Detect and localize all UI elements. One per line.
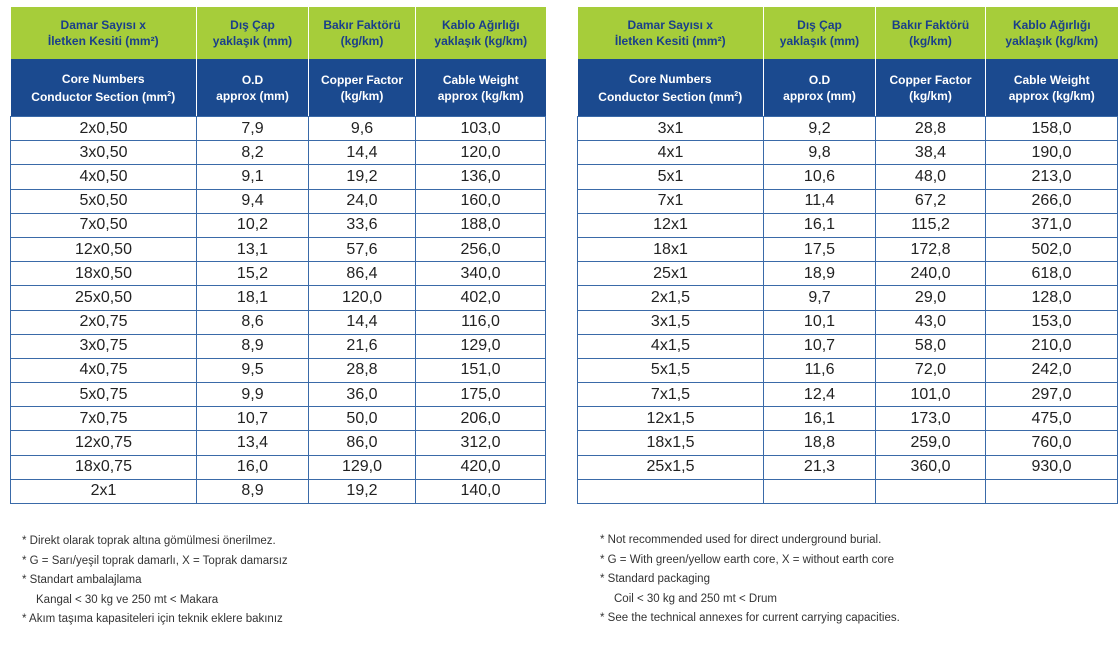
table-row	[11, 237, 546, 261]
cell-copper-factor: 19,2	[309, 165, 416, 189]
cell-cable-weight: 116,0	[416, 310, 546, 334]
header-row-turkish	[11, 7, 546, 59]
cell-copper-factor: 67,2	[876, 189, 986, 213]
note-line: * Not recommended used for direct underground burial.	[600, 534, 882, 546]
cell-cable-weight: 129,0	[416, 334, 546, 358]
cell-core-section: 12x0,50	[11, 237, 197, 261]
cell-core-section: 5x0,50	[11, 189, 197, 213]
cell-outer-diameter: 12,4	[764, 383, 876, 407]
cell-core-section: 25x1	[578, 262, 764, 286]
cell-outer-diameter: 11,6	[764, 358, 876, 382]
cell-cable-weight: 297,0	[986, 383, 1118, 407]
table-row	[578, 262, 1118, 286]
cell-outer-diameter: 9,2	[764, 117, 876, 141]
notes-turkish	[22, 532, 288, 630]
note-line: * Direkt olarak toprak altına gömülmesi önerilmez.	[22, 535, 276, 547]
header-cable-weight-en: Cable Weight approx (kg/km)	[416, 59, 546, 117]
header-copper-factor-tr: Bakır Faktörü (kg/km)	[876, 7, 986, 59]
table-row	[11, 310, 546, 334]
cell-copper-factor: 173,0	[876, 407, 986, 431]
note-line: * G = With green/yellow earth core, X = without earth core	[600, 553, 895, 566]
cell-copper-factor: 28,8	[876, 117, 986, 141]
cell-copper-factor: 360,0	[876, 455, 986, 479]
cell-copper-factor: 14,4	[309, 141, 416, 165]
cell-outer-diameter: 9,8	[764, 141, 876, 165]
cell-copper-factor: 9,6	[309, 117, 416, 141]
cell-outer-diameter: 8,2	[197, 141, 309, 165]
cell-core-section: 18x0,50	[11, 262, 197, 286]
cell-cable-weight: 153,0	[986, 310, 1118, 334]
cell-core-section	[578, 479, 764, 503]
cell-outer-diameter: 11,4	[764, 189, 876, 213]
cell-outer-diameter: 15,2	[197, 262, 309, 286]
cell-core-section: 18x0,75	[11, 455, 197, 479]
cell-cable-weight: 420,0	[416, 455, 546, 479]
table-row	[578, 383, 1118, 407]
header-core-numbers-en: Core Numbers Conductor Section $(mm^2)$	[578, 59, 764, 117]
cell-outer-diameter: 10,2	[197, 213, 309, 237]
cell-outer-diameter: 10,6	[764, 165, 876, 189]
cell-copper-factor: 48,0	[876, 165, 986, 189]
cell-cable-weight: 151,0	[416, 358, 546, 382]
table-row	[11, 141, 546, 165]
table-row	[578, 189, 1118, 213]
table-row	[11, 455, 546, 479]
cell-copper-factor: 172,8	[876, 237, 986, 261]
cell-outer-diameter: 9,9	[197, 383, 309, 407]
cell-copper-factor: 120,0	[309, 286, 416, 310]
cell-copper-factor: 21,6	[309, 334, 416, 358]
table-row	[11, 358, 546, 382]
note-line: * Standard packaging	[600, 573, 710, 585]
cell-copper-factor: 43,0	[876, 310, 986, 334]
cell-copper-factor: 14,4	[309, 310, 416, 334]
header-od-tr: Dış Çap yaklaşık (mm)	[197, 7, 309, 59]
table-body-left	[11, 117, 546, 504]
cell-cable-weight: 266,0	[986, 189, 1118, 213]
cell-core-section: 25x0,50	[11, 286, 197, 310]
cell-copper-factor: 259,0	[876, 431, 986, 455]
header-cable-weight-tr: Kablo Ağırlığı yaklaşık (kg/km)	[986, 7, 1118, 59]
table-row	[11, 334, 546, 358]
table-row	[578, 358, 1118, 382]
table-row	[11, 117, 546, 141]
cell-outer-diameter: 9,4	[197, 189, 309, 213]
table-row	[11, 286, 546, 310]
cell-core-section: 3x0,75	[11, 334, 197, 358]
cell-copper-factor: 33,6	[309, 213, 416, 237]
cell-copper-factor: 57,6	[309, 237, 416, 261]
cell-cable-weight: 475,0	[986, 407, 1118, 431]
notes-english	[600, 531, 900, 629]
table-row	[578, 117, 1118, 141]
cell-outer-diameter: 17,5	[764, 237, 876, 261]
header-cable-weight-tr: Kablo Ağırlığı yaklaşık (kg/km)	[416, 7, 546, 59]
cell-core-section: 2x1,5	[578, 286, 764, 310]
cell-cable-weight: 160,0	[416, 189, 546, 213]
cell-core-section: 18x1,5	[578, 431, 764, 455]
table-row	[11, 165, 546, 189]
header-cable-weight-en: Cable Weight approx (kg/km)	[986, 59, 1118, 117]
cell-outer-diameter: 9,5	[197, 358, 309, 382]
table-row	[578, 310, 1118, 334]
cell-outer-diameter: 16,1	[764, 407, 876, 431]
cell-core-section: 2x0,50	[11, 117, 197, 141]
cell-core-section: 2x0,75	[11, 310, 197, 334]
cell-core-section: 4x0,75	[11, 358, 197, 382]
table-row	[11, 479, 546, 503]
cell-cable-weight: 213,0	[986, 165, 1118, 189]
cell-cable-weight: 242,0	[986, 358, 1118, 382]
cell-cable-weight: 136,0	[416, 165, 546, 189]
cell-cable-weight: 103,0	[416, 117, 546, 141]
cell-cable-weight: 760,0	[986, 431, 1118, 455]
cell-copper-factor: 28,8	[309, 358, 416, 382]
header-core-numbers-en: Core Numbers Conductor Section $(mm^2)$	[11, 59, 197, 117]
cell-cable-weight: 618,0	[986, 262, 1118, 286]
cell-outer-diameter: 8,6	[197, 310, 309, 334]
header-row-turkish	[578, 7, 1118, 59]
cell-core-section: 7x0,75	[11, 407, 197, 431]
cell-copper-factor: 58,0	[876, 334, 986, 358]
cell-core-section: 5x1,5	[578, 358, 764, 382]
header-core-numbers-tr: Damar Sayısı x İletken Kesiti (mm²)	[578, 7, 764, 59]
cell-cable-weight: 175,0	[416, 383, 546, 407]
cell-cable-weight: 502,0	[986, 237, 1118, 261]
cell-copper-factor	[876, 479, 986, 503]
cell-copper-factor: 101,0	[876, 383, 986, 407]
table-row	[11, 262, 546, 286]
cell-copper-factor: 19,2	[309, 479, 416, 503]
cell-cable-weight: 256,0	[416, 237, 546, 261]
table-row	[578, 455, 1118, 479]
cell-core-section: 4x1,5	[578, 334, 764, 358]
table-row	[11, 431, 546, 455]
cell-cable-weight: 371,0	[986, 213, 1118, 237]
table-row	[578, 407, 1118, 431]
cell-copper-factor: 86,0	[309, 431, 416, 455]
cell-outer-diameter: 8,9	[197, 334, 309, 358]
cell-outer-diameter: 10,1	[764, 310, 876, 334]
cell-core-section: 7x1,5	[578, 383, 764, 407]
table-row	[11, 213, 546, 237]
cell-core-section: 18x1	[578, 237, 764, 261]
cell-core-section: 4x0,50	[11, 165, 197, 189]
cell-cable-weight: 190,0	[986, 141, 1118, 165]
cell-core-section: 3x1,5	[578, 310, 764, 334]
cell-cable-weight: 206,0	[416, 407, 546, 431]
table-row	[11, 407, 546, 431]
table-row	[578, 165, 1118, 189]
cell-copper-factor: 29,0	[876, 286, 986, 310]
cell-core-section: 3x0,50	[11, 141, 197, 165]
cell-outer-diameter	[764, 479, 876, 503]
table-row	[578, 213, 1118, 237]
cell-copper-factor: 240,0	[876, 262, 986, 286]
cell-copper-factor: 129,0	[309, 455, 416, 479]
note-line: * G = Sarı/yeşil toprak damarlı, X = Toprak damarsız	[22, 554, 288, 567]
cell-copper-factor: 36,0	[309, 383, 416, 407]
cell-outer-diameter: 16,1	[764, 213, 876, 237]
header-copper-factor-tr: Bakır Faktörü (kg/km)	[309, 7, 416, 59]
cell-core-section: 7x1	[578, 189, 764, 213]
cell-copper-factor: 72,0	[876, 358, 986, 382]
cell-outer-diameter: 8,9	[197, 479, 309, 503]
header-core-numbers-tr: Damar Sayısı x İletken Kesiti (mm²)	[11, 7, 197, 59]
cell-outer-diameter: 18,8	[764, 431, 876, 455]
cell-outer-diameter: 13,1	[197, 237, 309, 261]
cell-cable-weight: 158,0	[986, 117, 1118, 141]
cell-cable-weight: 402,0	[416, 286, 546, 310]
table-row	[578, 286, 1118, 310]
note-line: * Akım taşıma kapasiteleri için teknik eklere bakınız	[22, 613, 283, 625]
cell-copper-factor: 86,4	[309, 262, 416, 286]
header-od-en: O.D approx (mm)	[764, 59, 876, 117]
note-line: * Standart ambalajlama	[22, 574, 142, 586]
header-row-english	[578, 59, 1118, 117]
table-row	[11, 383, 546, 407]
cell-outer-diameter: 7,9	[197, 117, 309, 141]
header-row-english	[11, 59, 546, 117]
table-row	[11, 189, 546, 213]
cell-core-section: 5x0,75	[11, 383, 197, 407]
cell-core-section: 5x1	[578, 165, 764, 189]
cell-core-section: 12x1,5	[578, 407, 764, 431]
cell-copper-factor: 38,4	[876, 141, 986, 165]
header-copper-factor-en: Copper Factor (kg/km)	[309, 59, 416, 117]
cell-cable-weight: 340,0	[416, 262, 546, 286]
cell-cable-weight: 210,0	[986, 334, 1118, 358]
cell-cable-weight	[986, 479, 1118, 503]
cell-outer-diameter: 10,7	[764, 334, 876, 358]
cell-cable-weight: 128,0	[986, 286, 1118, 310]
header-od-tr: Dış Çap yaklaşık (mm)	[764, 7, 876, 59]
table-row	[578, 479, 1118, 503]
note-line: * See the technical annexes for current carrying capacities.	[600, 612, 900, 624]
table-row	[578, 334, 1118, 358]
note-line: Kangal < 30 kg ve 250 mt < Makara	[36, 593, 219, 606]
cell-cable-weight: 312,0	[416, 431, 546, 455]
cell-core-section: 12x1	[578, 213, 764, 237]
cell-copper-factor: 115,2	[876, 213, 986, 237]
cell-core-section: 4x1	[578, 141, 764, 165]
cell-outer-diameter: 18,1	[197, 286, 309, 310]
cell-copper-factor: 24,0	[309, 189, 416, 213]
cell-outer-diameter: 18,9	[764, 262, 876, 286]
cell-outer-diameter: 21,3	[764, 455, 876, 479]
cable-table-right	[577, 7, 1118, 504]
header-copper-factor-en: Copper Factor (kg/km)	[876, 59, 986, 117]
cell-outer-diameter: 16,0	[197, 455, 309, 479]
cell-copper-factor: 50,0	[309, 407, 416, 431]
cell-core-section: 7x0,50	[11, 213, 197, 237]
table-row	[578, 431, 1118, 455]
note-line: Coil < 30 kg and 250 mt < Drum	[614, 592, 777, 605]
cell-cable-weight: 120,0	[416, 141, 546, 165]
table-body-right	[578, 117, 1118, 504]
cable-table-left	[10, 7, 546, 504]
cell-core-section: 25x1,5	[578, 455, 764, 479]
cell-outer-diameter: 13,4	[197, 431, 309, 455]
cell-cable-weight: 140,0	[416, 479, 546, 503]
table-row	[578, 237, 1118, 261]
table-row	[578, 141, 1118, 165]
cell-outer-diameter: 9,7	[764, 286, 876, 310]
cell-cable-weight: 188,0	[416, 213, 546, 237]
cell-core-section: 3x1	[578, 117, 764, 141]
cell-outer-diameter: 10,7	[197, 407, 309, 431]
header-od-en: O.D approx (mm)	[197, 59, 309, 117]
cell-outer-diameter: 9,1	[197, 165, 309, 189]
cell-core-section: 12x0,75	[11, 431, 197, 455]
cell-core-section: 2x1	[11, 479, 197, 503]
cell-cable-weight: 930,0	[986, 455, 1118, 479]
